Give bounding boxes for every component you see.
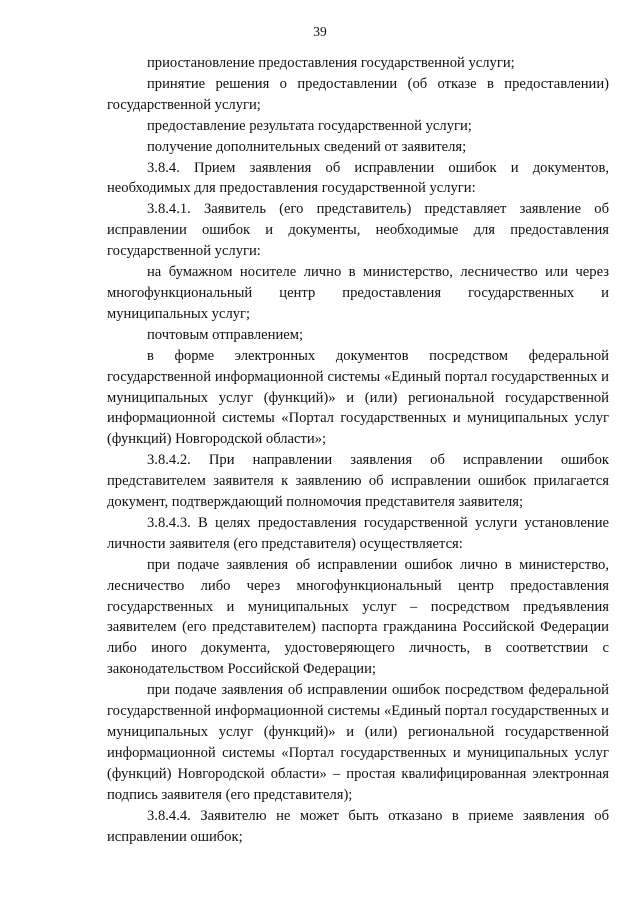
- paragraph-3-8-4-2: 3.8.4.2. При направлении заявления об исправлении ошибок представителем заявителя к заявлению об исправлении ошибок прилагается документ, подтверждающий полномочия представителя заявителя;: [107, 452, 609, 511]
- paragraph-additional-info: получение дополнительных сведений от заявителя;: [147, 138, 467, 155]
- paragraph-3-8-4-4: 3.8.4.4. Заявителю не может быть отказано в приеме заявления об исправлении ошибок;: [107, 807, 609, 845]
- paragraph-postal: почтовым отправлением;: [147, 326, 304, 343]
- paragraph-result: предоставление результата государственной услуги;: [147, 117, 472, 134]
- paragraph-decision: принятие решения о предоставлении (об отказе в предоставлении) государственной услуги;: [107, 75, 609, 113]
- paragraph-3-8-4-3: 3.8.4.3. В целях предоставления государственной услуги установление личности заявителя (его представителя) осуществляется:: [107, 514, 609, 552]
- paragraph-paper-submission: на бумажном носителе лично в министерство, лесничество или через многофункциональный центр предоставления государственных и муниципальных услуг;: [107, 264, 609, 322]
- page-number: 39: [313, 24, 327, 39]
- paragraph-electronic-identity: при подаче заявления об исправлении ошибок посредством федеральной государственной информационной системы «Единый портал государственных и муниципальных услуг (функций)» и (или) региональной государственной информационной системы «Портал государственных и муниципальных услуг (функций) Новгородской области» – простая квалифицированная электронная подпись заявителя (его представителя);: [107, 682, 609, 803]
- paragraph-3-8-4-1: 3.8.4.1. Заявитель (его представитель) представляет заявление об исправлении ошибок и документы, необходимые для предоставления государственной услуги:: [107, 201, 609, 260]
- document-body: [107, 53, 609, 847]
- paragraph-electronic: в форме электронных документов посредством федеральной государственной информационной системы «Единый портал государственных и муниципальных услуг (функций)» и (или) региональной государственной информационной системы «Портал государственных и муниципальных услуг (функций) Новгородской области»;: [107, 347, 609, 448]
- paragraph-3-8-4: 3.8.4. Прием заявления об исправлении ошибок и документов, необходимых для предоставления государственной услуги:: [107, 159, 609, 197]
- paragraph-suspension: приостановление предоставления государственной услуги;: [147, 55, 515, 71]
- paragraph-in-person-identity: при подаче заявления об исправлении ошибок лично в министерство, лесничество либо через многофункциональный центр предоставления государственных и муниципальных услуг – посредством предъявления заявителем (его представителем) паспорта гражданина Российской Федерации либо иного документа, удостоверяющего личность, в соответствии с законодательством Российской Федерации;: [107, 556, 609, 678]
